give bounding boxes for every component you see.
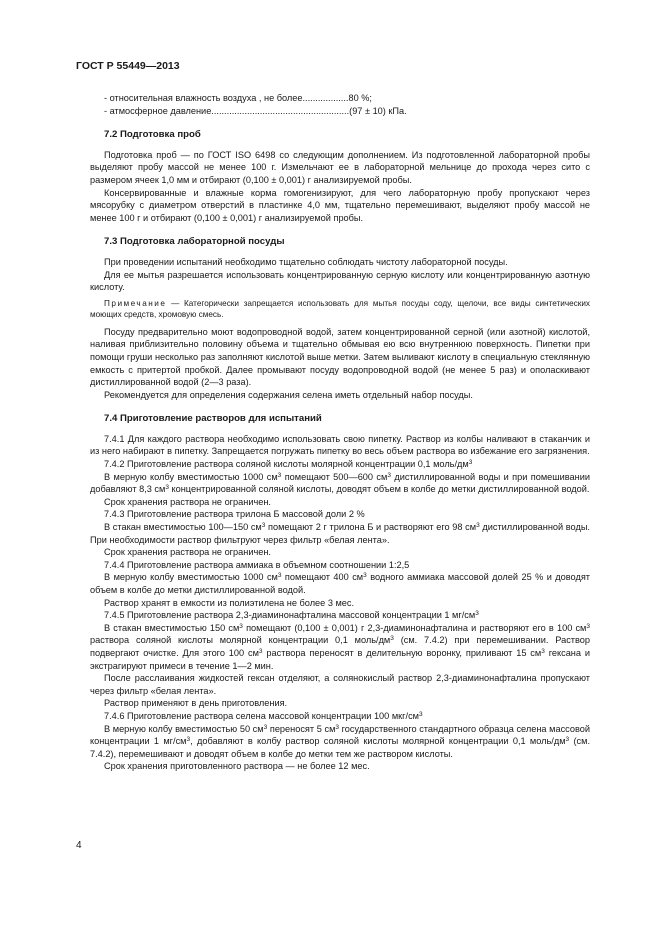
- clause-7-4-5-usage: Раствор применяют в день приготовления.: [104, 698, 288, 709]
- section-7-3-paragraph-2: Для ее мытья разрешается использовать концентрированную серную кислоту или концентрированную азотную кислоту.: [90, 269, 590, 293]
- text-run: помещают 500—600 см: [281, 471, 388, 482]
- section-7-2-paragraph-1: Подготовка проб — по ГОСТ ISO 6498 со следующим дополнением. Из подготовленной лабораторной пробы выделяют пробу массой не менее 100 г. Измельчают ее в лабораторной мельнице до прохода через сито с размером ячеек 1,0 мм и отбирают (0,100 ± 0,001) г анализируемой пробы.: [90, 149, 590, 185]
- superscript: 3: [258, 647, 263, 655]
- clause-7-4-6-title: [90, 710, 590, 723]
- text-run: 7.4.2 Приготовление раствора соляной кислоты молярной концентрации 0,1 моль/дм: [104, 459, 469, 470]
- text-run: государственного стандартного образца селена массовой концентрации 1 мг/см: [90, 723, 590, 747]
- text-run: помещают (0,100 ± 0,001) г 2,3-диаминонафталина и растворяют его в 100 см: [242, 622, 587, 633]
- clause-7-4-4-storage: Раствор хранят в емкости из полиэтилена не более 3 мес.: [104, 597, 355, 608]
- section-7-2-title: 7.2 Подготовка проб: [104, 129, 201, 141]
- section-7-3-note: [90, 298, 590, 321]
- superscript: 3: [475, 610, 479, 618]
- text-run: раствора соляной кислоты молярной концентрации 0,1 моль/дм: [90, 635, 391, 646]
- text-run: помещают 2 г трилона Б и растворяют его 98 см: [265, 522, 477, 533]
- section-7-3-paragraph-3: Посуду предварительно моют водопроводной водой, затем концентрированной серной (или азотной) кислотой, наливая приблизительно половину объема и тщательно обмывая ею всю внутреннюю поверхность. Пипетки при помощи груши несколько раз заполняют кислотой выше метки. Затем выливают кислоту в специальную стеклянную емкость с притертой пробкой. Далее промывают посуду водопроводной водой (не менее 5 раз) и ополаскивают дистиллированной водой (2—3 раза).: [90, 326, 590, 388]
- superscript: 3: [263, 723, 268, 731]
- text-run: В мерную колбу вместимостью 1000 см: [104, 471, 278, 482]
- clause-7-4-1: 7.4.1 Для каждого раствора необходимо использовать свою пипетку. Раствор из колбы наливают в стаканчик и из него набирают в пипетку. Запрещается погружать пипетку во весь объем раствора во избежание его загрязнения.: [90, 433, 590, 457]
- superscript: 3: [541, 647, 545, 655]
- superscript: 3: [476, 522, 480, 530]
- document-body: [90, 92, 590, 773]
- clause-7-4-6-text: [90, 723, 590, 761]
- text-run: В стакан вместимостью 150 см: [104, 622, 240, 633]
- text-run: помещают 400 см: [281, 572, 364, 583]
- section-7-4-title: 7.4 Приготовление растворов для испытаний: [104, 413, 322, 425]
- superscript: 3: [565, 736, 570, 744]
- superscript: 3: [277, 471, 282, 479]
- text-run: раствора переносят в делительную воронку, приливают 15 см: [262, 647, 542, 658]
- note-label: Примечание: [104, 298, 167, 308]
- superscript: 3: [261, 522, 266, 530]
- page-number: 4: [76, 840, 82, 851]
- text-run: концентрированной соляной кислоты, доводят объем в колбе до метки дистиллированной водой.: [168, 484, 590, 495]
- text-run: переносят 5 см: [267, 723, 336, 734]
- humidity-line: - относительная влажность воздуха , не более..................80 %;: [104, 93, 372, 103]
- superscript: 3: [387, 471, 391, 479]
- text-run: 7.4.5 Приготовление раствора 2,3-диаминонафталина массовой концентрации 1 мг/см: [104, 610, 476, 621]
- clause-7-4-3-storage: Срок хранения раствора не ограничен.: [104, 547, 271, 558]
- superscript: 3: [586, 622, 590, 630]
- superscript: 3: [418, 710, 423, 718]
- section-7-2-paragraph-2: Консервированные и влажные корма гомогенизируют, для чего лабораторную пробу пропускают через мясорубку с диаметром отверстий в пластинке 4,0 мм, тщательно перемешивают, выделяют пробу массой не менее 100 г и отбирают (0,100 ± 0,001) г анализируемой пробы.: [90, 187, 590, 223]
- text-run: В мерную колбу вместимостью 1000 см: [104, 572, 278, 583]
- text-run: В стакан вместимостью 100—150 см: [104, 522, 262, 533]
- superscript: 3: [186, 736, 191, 744]
- text-run: водного аммиака массовой долей 25 % и доводят объем в колбе до метки дистиллированной водой.: [90, 572, 590, 595]
- clause-7-4-5-title: [90, 609, 590, 622]
- superscript: 3: [277, 572, 282, 580]
- standard-code-header: ГОСТ Р 55449—2013: [76, 60, 180, 72]
- text-run: дистиллированной воды. При необходимости раствор фильтруют через фильтр «белая лента».: [90, 522, 590, 545]
- section-7-3-paragraph-1: При проведении испытаний необходимо тщательно соблюдать чистоту лабораторной посуды.: [104, 256, 508, 267]
- text-run: В мерную колбу вместимостью 50 см: [104, 723, 264, 734]
- text-run: 7.4.6 Приготовление раствора селена массовой концентрации 100 мкг/см: [104, 710, 419, 721]
- superscript: 3: [165, 484, 169, 492]
- clause-7-4-2-storage: Срок хранения раствора не ограничен.: [104, 496, 271, 507]
- superscript: 3: [335, 723, 340, 731]
- clause-7-4-2-text: [90, 471, 590, 496]
- text-run: дистиллированной воды и при помешивании добавляют 8,3 см: [90, 471, 590, 495]
- superscript: 3: [390, 635, 394, 643]
- clause-7-4-6-storage: Срок хранения приготовленного раствора — не более 12 мес.: [104, 761, 370, 772]
- pressure-line: - атмосферное давление......................................................(97 ± 10) кПа.: [104, 105, 407, 116]
- text-run: (см. 7.4.2), перемешивают и доводят объем в колбе до метки тем же раствором кислоты.: [90, 736, 591, 759]
- text-run: гексана и экстрагируют примеси в течение 1—2 мин.: [90, 647, 590, 671]
- clause-7-4-4-title: 7.4.4 Приготовление раствора аммиака в объемном соотношении 1:2,5: [104, 559, 410, 570]
- section-7-3-paragraph-4: Рекомендуется для определения содержания селена иметь отдельный набор посуды.: [104, 389, 473, 400]
- section-7-3-title: 7.3 Подготовка лабораторной посуды: [104, 236, 285, 248]
- superscript: 3: [363, 572, 367, 580]
- text-run: (см. 7.4.2) при перемешивании. Раствор подвергают очистке. Для этого 100 см: [90, 635, 590, 658]
- clause-7-4-3-title: 7.4.3 Приготовление раствора трилона Б массовой доли 2 %: [104, 509, 365, 520]
- clause-7-4-5-separation: После расслаивания жидкостей гексан отделяют, а солянокислый раствор 2,3-диаминонафталина пропускают через фильтр «белая лента».: [90, 673, 590, 696]
- text-run: , добавляют в колбу раствор соляной кислоты молярной концентрации 0,1 моль/дм: [190, 736, 566, 747]
- superscript: 3: [239, 622, 243, 630]
- clause-7-4-3-text: [90, 521, 590, 546]
- clause-7-4-2-title: [90, 458, 590, 471]
- superscript: 3: [468, 459, 473, 467]
- clause-7-4-4-text: [90, 571, 590, 596]
- note-text: — Категорически запрещается использовать для мытья посуды соду, щелочи, все виды синтетических моющих средств, хромовую смесь.: [90, 298, 590, 320]
- clause-7-4-5-text: [90, 622, 590, 672]
